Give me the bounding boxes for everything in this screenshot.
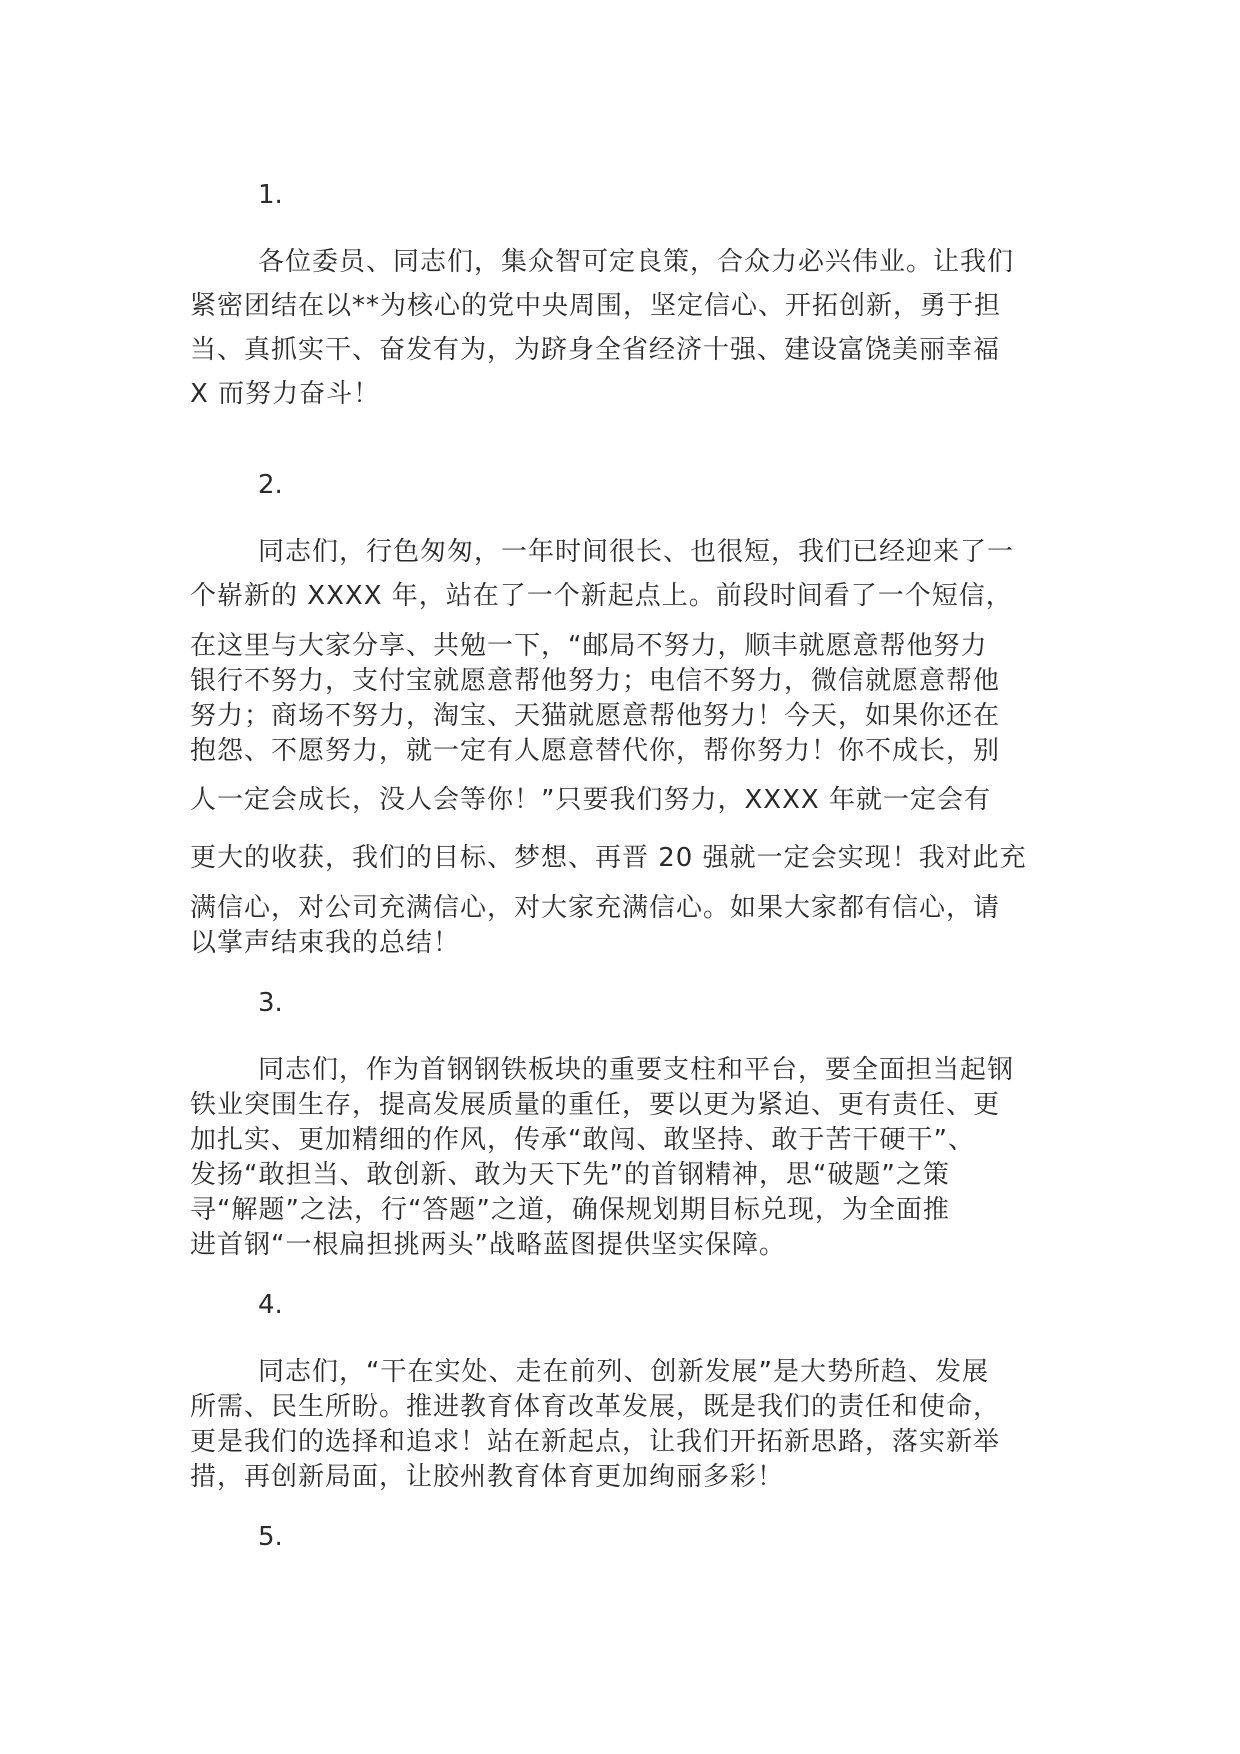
paragraph-line: 紧密团结在以**为核心的党中央周围，坚定信心、开拓创新，勇于担 [190, 291, 1002, 321]
paragraph-line: 个崭新的 XXXX 年，站在了一个新起点上。前段时间看了一个短信， [190, 581, 1013, 611]
paragraph-line: 在这里与大家分享、共勉一下，“邮局不努力，顺丰就愿意帮他努力 [190, 631, 988, 661]
paragraph-line: 同志们，作为首钢钢铁板块的重要支柱和平台，要全面担当起钢 [258, 1055, 1015, 1085]
paragraph-line: 发扬“敢担当、敢创新、敢为天下先”的首钢精神，思“破题”之策 [190, 1160, 950, 1190]
paragraph-line: 措，再创新局面，让胶州教育体育更加绚丽多彩！ [190, 1462, 785, 1492]
section-number-2: 2. [258, 470, 283, 500]
paragraph-line: 以掌声结束我的总结！ [190, 928, 461, 958]
paragraph-line: 满信心，对公司充满信心，对大家充满信心。如果大家都有信心，请 [190, 893, 1001, 923]
paragraph-line: 同志们，行色匆匆，一年时间很长、也很短，我们已经迎来了一 [258, 537, 1015, 567]
paragraph-line: 当、真抓实干、奋发有为，为跻身全省经济十强、建设富饶美丽幸福 [190, 335, 1001, 365]
paragraph-line: 更大的收获，我们的目标、梦想、再晋 20 强就一定会实现！我对此充 [190, 843, 1027, 873]
paragraph-line: 更是我们的选择和追求！站在新起点，让我们开拓新思路，落实新举 [190, 1427, 1001, 1457]
section-number-1: 1. [258, 180, 283, 210]
paragraph-line: 银行不努力，支付宝就愿意帮他努力；电信不努力，微信就愿意帮他 [190, 666, 1001, 696]
paragraph-line: X 而努力奋斗！ [190, 379, 381, 409]
paragraph-line: 抱怨、不愿努力，就一定有人愿意替代你，帮你努力！你不成长，别 [190, 736, 1001, 766]
paragraph-line: 同志们，“干在实处、走在前列、创新发展”是大势所趋、发展 [258, 1357, 989, 1387]
paragraph-line: 加扎实、更加精细的作风，传承“敢闯、敢坚持、敢于苦干硬干”、 [190, 1125, 975, 1155]
paragraph-line: 各位委员、同志们，集众智可定良策，合众力必兴伟业。让我们 [258, 247, 1015, 277]
paragraph-line: 铁业突围生存，提高发展质量的重任，要以更为紧迫、更有责任、更 [190, 1090, 1001, 1120]
paragraph-line: 努力；商场不努力，淘宝、天猫就愿意帮他努力！今天，如果你还在 [190, 701, 1001, 731]
section-number-5: 5. [258, 1522, 283, 1552]
section-number-4: 4. [258, 1290, 283, 1320]
paragraph-line: 寻“解题”之法，行“答题”之道，确保规划期目标兑现，为全面推 [190, 1195, 950, 1225]
paragraph-line: 所需、民生所盼。推进教育体育改革发展，既是我们的责任和使命， [190, 1392, 1001, 1422]
paragraph-line: 进首钢“一根扁担挑两头”战略蓝图提供坚实保障。 [190, 1230, 786, 1260]
section-number-3: 3. [258, 988, 283, 1018]
paragraph-line: 人一定会成长，没人会等你！”只要我们努力，XXXX 年就一定会有 [190, 785, 991, 815]
